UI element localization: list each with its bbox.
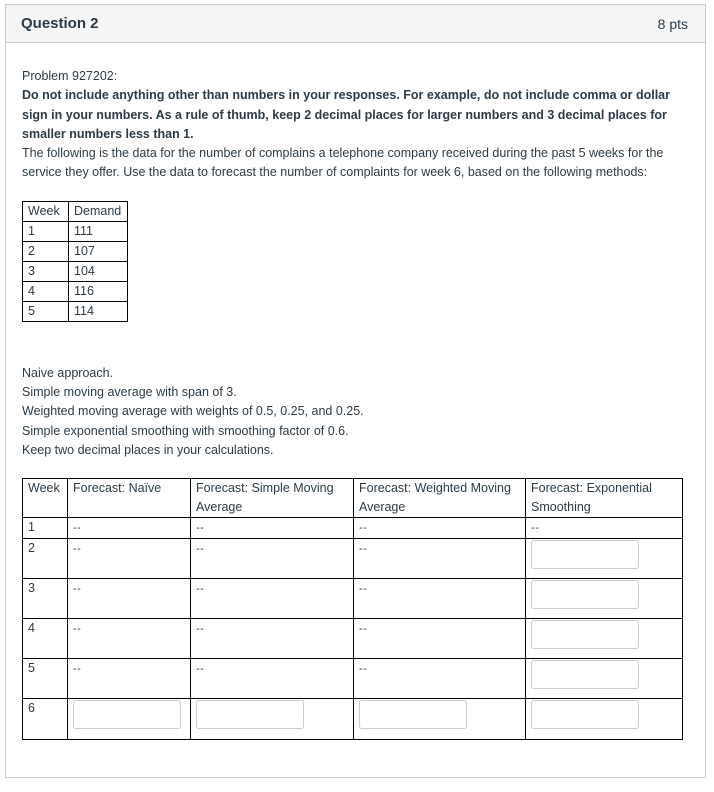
answer-input-sma-week6[interactable]: [196, 700, 304, 729]
forecast-table-header: [23, 479, 683, 518]
fc-wma-cell: [354, 619, 526, 659]
fc-wma-cell: [354, 518, 526, 539]
table-row: [23, 261, 128, 281]
empty-dash: --: [196, 543, 205, 556]
fc-wma-cell: [354, 539, 526, 579]
fc-header-naive: Forecast: Naïve: [68, 479, 191, 518]
empty-dash: --: [73, 543, 82, 556]
answer-input-exp-week2[interactable]: [531, 540, 639, 569]
fc-exp-cell: [526, 619, 683, 659]
fc-naive-cell: [68, 518, 191, 539]
fc-week-cell: 4: [23, 619, 68, 659]
method-sma: Simple moving average with span of 3.: [22, 385, 237, 400]
fc-header-week: Week: [23, 479, 68, 518]
fc-header-exp: Forecast: Exponential Smoothing: [526, 479, 683, 518]
question-points: 8 pts: [657, 15, 688, 32]
table-row: [23, 659, 683, 699]
fc-sma-cell: [191, 619, 354, 659]
problem-id: Problem 927202:: [22, 69, 118, 83]
empty-dash: --: [196, 583, 205, 596]
answer-input-exp-week4[interactable]: [531, 620, 639, 649]
fc-wma-cell: [354, 579, 526, 619]
fc-naive-cell: [68, 699, 191, 740]
empty-dash: --: [359, 543, 368, 556]
question-card: [5, 4, 706, 778]
fc-exp-cell: [526, 579, 683, 619]
method-exp: Simple exponential smoothing with smoothing factor of 0.6.: [22, 423, 349, 438]
empty-dash: --: [531, 522, 540, 535]
table-row: [23, 281, 128, 301]
demand-week-cell: 2: [23, 241, 69, 261]
empty-dash: --: [359, 663, 368, 676]
problem-description: The following is the data for the number of complains a telephone company received during the past 5 weeks for the service they offer. Use the data to forecast the number of complaints for week 6, based on the following methods:: [22, 146, 664, 180]
empty-dash: --: [196, 623, 205, 636]
forecast-table: [22, 478, 683, 740]
question-header: [6, 5, 705, 43]
fc-naive-cell: [68, 539, 191, 579]
methods-list: [22, 364, 705, 460]
table-row: [23, 221, 128, 241]
demand-value-cell: 107: [69, 241, 128, 261]
fc-week-cell: 5: [23, 659, 68, 699]
method-wma: Weighted moving average with weights of 0.5, 0.25, and 0.25.: [22, 404, 364, 419]
empty-dash: --: [73, 522, 82, 535]
fc-exp-cell: [526, 518, 683, 539]
fc-naive-cell: [68, 659, 191, 699]
empty-dash: --: [73, 623, 82, 636]
answer-input-naive-week6[interactable]: [73, 700, 181, 729]
fc-exp-cell: [526, 539, 683, 579]
answer-input-wma-week6[interactable]: [359, 700, 467, 729]
fc-sma-cell: [191, 539, 354, 579]
fc-header-sma: Forecast: Simple Moving Average: [191, 479, 354, 518]
answer-input-exp-week6[interactable]: [531, 700, 639, 729]
table-row: [23, 539, 683, 579]
method-note: Keep two decimal places in your calculations.: [22, 442, 274, 457]
demand-week-cell: 4: [23, 281, 69, 301]
demand-header-demand: Demand: [69, 201, 128, 221]
table-row: [23, 619, 683, 659]
fc-naive-cell: [68, 579, 191, 619]
demand-week-cell: 1: [23, 221, 69, 241]
fc-week-cell: 1: [23, 518, 68, 539]
fc-sma-cell: [191, 579, 354, 619]
method-naive: Naive approach.: [22, 365, 114, 380]
fc-sma-cell: [191, 659, 354, 699]
empty-dash: --: [359, 583, 368, 596]
fc-sma-cell: [191, 518, 354, 539]
demand-table: [22, 201, 128, 322]
empty-dash: --: [196, 522, 205, 535]
table-row: [23, 579, 683, 619]
demand-week-cell: 3: [23, 261, 69, 281]
fc-naive-cell: [68, 619, 191, 659]
demand-header-week: Week: [23, 201, 69, 221]
answer-input-exp-week5[interactable]: [531, 660, 639, 689]
demand-value-cell: 114: [69, 301, 128, 321]
table-row: [23, 301, 128, 321]
empty-dash: --: [73, 583, 82, 596]
fc-week-cell: 3: [23, 579, 68, 619]
empty-dash: --: [359, 522, 368, 535]
question-body: [6, 43, 705, 740]
table-row: [23, 241, 128, 261]
empty-dash: --: [196, 663, 205, 676]
demand-table-header: [23, 201, 128, 221]
empty-dash: --: [73, 663, 82, 676]
demand-value-cell: 116: [69, 281, 128, 301]
fc-exp-cell: [526, 699, 683, 740]
fc-sma-cell: [191, 699, 354, 740]
fc-wma-cell: [354, 699, 526, 740]
fc-header-wma: Forecast: Weighted Moving Average: [354, 479, 526, 518]
table-row: [23, 518, 683, 539]
answer-input-exp-week3[interactable]: [531, 580, 639, 609]
fc-week-cell: 6: [23, 699, 68, 740]
demand-week-cell: 5: [23, 301, 69, 321]
demand-value-cell: 104: [69, 261, 128, 281]
instruction-text: Do not include anything other than numbers in your responses. For example, do not include comma or dollar sign in your numbers. As a rule of thumb, keep 2 decimal places for larger numbers and 3 decimal places for smaller numbers less than 1.: [22, 88, 670, 141]
fc-week-cell: 2: [23, 539, 68, 579]
fc-exp-cell: [526, 659, 683, 699]
empty-dash: --: [359, 623, 368, 636]
question-title: Question 2: [21, 15, 99, 32]
table-row: [23, 699, 683, 740]
demand-value-cell: 111: [69, 221, 128, 241]
fc-wma-cell: [354, 659, 526, 699]
